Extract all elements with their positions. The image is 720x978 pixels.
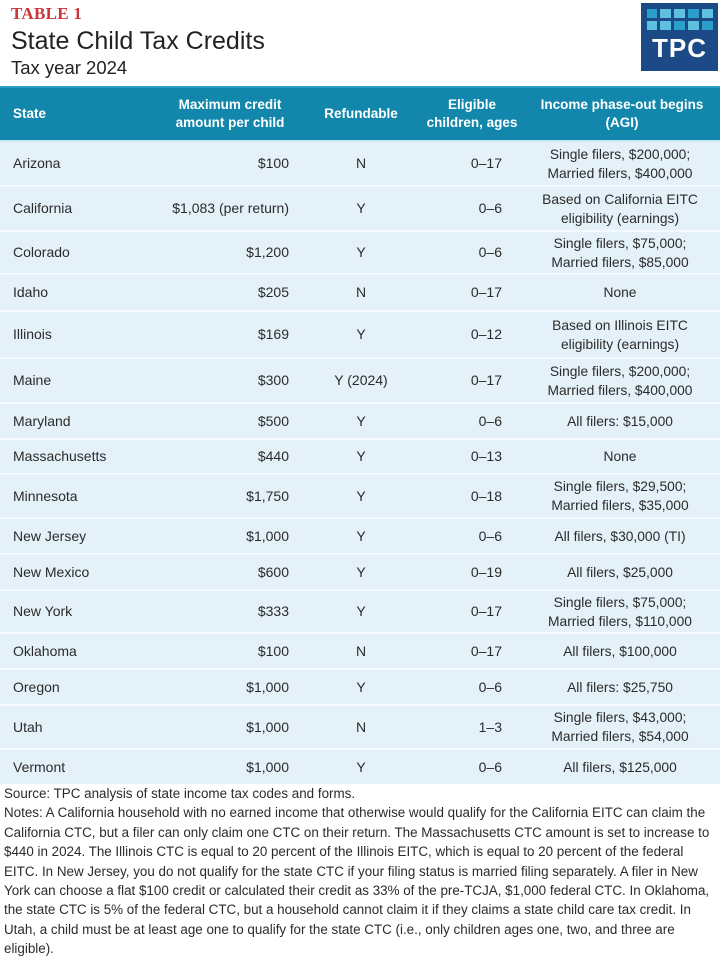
cell-phaseout — [524, 403, 720, 439]
table-row — [0, 518, 720, 554]
header-line: amount per child — [175, 115, 285, 130]
cell-state: Utah — [13, 718, 43, 735]
phaseout-line: Married filers, $35,000 — [551, 498, 689, 513]
cell-state: Oklahoma — [13, 642, 77, 659]
table-row — [0, 358, 720, 403]
cell-max-credit: $1,200 — [246, 244, 289, 260]
table-row — [0, 274, 720, 311]
cell-state: Minnesota — [13, 487, 78, 504]
cell-phaseout — [524, 358, 720, 403]
cell-max-credit: $300 — [257, 372, 289, 388]
cell-refundable: Y — [356, 448, 366, 464]
cell-state: Maryland — [13, 412, 71, 429]
column-header-phaseout — [524, 87, 720, 141]
cell-refundable: Y — [356, 758, 366, 775]
phaseout-line: Single filers, $200,000; — [549, 363, 691, 379]
cell-ages: 1–3 — [478, 718, 502, 735]
table-row — [0, 141, 720, 186]
cell-phaseout — [524, 705, 720, 749]
cell-phaseout — [524, 141, 720, 186]
table-row — [0, 705, 720, 749]
cell-ages: 0–6 — [478, 527, 502, 544]
cell-refundable: Y — [356, 200, 366, 216]
cell-refundable: Y — [356, 487, 366, 504]
cell-refundable: Y — [356, 563, 366, 580]
cell-max-credit: $100 — [257, 642, 289, 659]
cell-refundable: N — [355, 155, 367, 171]
cell-max-credit: $1,000 — [246, 678, 289, 695]
phaseout-line: All filers, $30,000 (TI) — [554, 528, 686, 544]
cell-phaseout — [524, 554, 720, 590]
cell-phaseout — [524, 274, 720, 311]
header-line: Income phase-out begins — [540, 97, 704, 112]
page-subtitle: Tax year 2024 — [11, 57, 128, 78]
column-header-refundable: Refundable — [324, 106, 398, 121]
cell-state: Maine — [13, 372, 52, 388]
cell-state: Oregon — [13, 678, 60, 695]
notes-text: Notes: A California household with no earned income that otherwise would qualify for the California EITC can claim the California CTC, but a filer can only claim one CTC on their return. The Massachusetts CTC amount is set to increase to $440 in 2024. The Illinois CTC is equal to 20 percent of the Illinois EITC, which is equal to 20 percent of the federal EITC. In New Jersey, you do not qualify for the state CTC if your filing status is married filing separately. A filer in New York can choose a flat $100 credit or calculated their credit as 33% of the pre-TCJA, $1,000 federal CTC. In Oklahoma, the state CTC is 5% of the federal CTC, but a household cannot claim it if they claims a state child care tax credit. In Utah, a child must be at least age one to qualify for the state CTC (i.e., only children ages one, two, and three are eligible). — [4, 805, 710, 957]
cell-phaseout — [524, 311, 720, 358]
cell-max-credit: $1,083 (per return) — [172, 200, 289, 216]
cell-max-credit: $205 — [257, 284, 289, 300]
phaseout-line: All filers, $25,000 — [567, 564, 673, 580]
table-row — [0, 590, 720, 633]
cell-max-credit: $1,750 — [246, 487, 289, 504]
cell-max-credit: $333 — [257, 603, 289, 619]
phaseout-line: Married filers, $110,000 — [548, 613, 692, 629]
table-row — [0, 633, 720, 669]
cell-refundable: Y — [356, 244, 366, 260]
cell-state: New Mexico — [13, 563, 90, 580]
header-line: Eligible — [447, 97, 496, 112]
phaseout-line: Single filers, $43,000; — [553, 710, 687, 725]
phaseout-line: Single filers, $75,000; — [553, 594, 687, 610]
cell-refundable: Y (2024) — [334, 372, 388, 388]
cell-max-credit: $1,000 — [246, 758, 289, 775]
cell-max-credit: $1,000 — [246, 718, 289, 735]
table-row — [0, 403, 720, 439]
table-notes — [4, 784, 718, 959]
cell-max-credit: $500 — [257, 412, 289, 429]
source-note: Source: TPC analysis of state income tax codes and forms. — [4, 786, 356, 801]
phaseout-line: None — [603, 449, 637, 464]
phaseout-line: All filers: $25,750 — [567, 679, 673, 695]
phaseout-line: None — [603, 285, 637, 300]
cell-ages: 0–17 — [470, 642, 502, 659]
cell-state: Idaho — [13, 284, 49, 300]
phaseout-line: Single filers, $75,000; — [553, 235, 687, 251]
table-row — [0, 749, 720, 784]
table-header-row — [0, 87, 720, 141]
cell-state: New Jersey — [13, 527, 87, 544]
cell-refundable: Y — [356, 678, 366, 695]
cell-phaseout — [524, 474, 720, 518]
cell-state: Arizona — [13, 155, 61, 171]
cell-refundable: N — [355, 718, 367, 735]
phaseout-line: eligibility (earnings) — [560, 336, 680, 352]
cell-ages: 0–6 — [478, 758, 502, 775]
phaseout-line: All filers: $15,000 — [567, 413, 673, 429]
cell-state: Illinois — [13, 326, 52, 342]
header-line: (AGI) — [605, 115, 639, 130]
cell-phaseout — [524, 669, 720, 705]
cell-ages: 0–12 — [470, 326, 502, 342]
table-row — [0, 439, 720, 474]
cell-ages: 0–17 — [470, 372, 502, 388]
phaseout-line: Married filers, $400,000 — [547, 165, 693, 181]
phaseout-line: All filers, $100,000 — [563, 643, 677, 659]
cell-phaseout — [524, 439, 720, 474]
cell-max-credit: $600 — [257, 563, 289, 580]
cell-ages: 0–6 — [478, 200, 502, 216]
cell-state: New York — [13, 603, 73, 619]
cell-max-credit: $100 — [257, 155, 289, 171]
cell-phaseout — [524, 633, 720, 669]
table-row — [0, 669, 720, 705]
cell-ages: 0–17 — [470, 284, 502, 300]
cell-phaseout — [524, 749, 720, 784]
title-block — [11, 4, 265, 79]
column-header-max-credit — [140, 87, 302, 141]
column-header-ages — [420, 87, 524, 141]
cell-ages: 0–6 — [478, 412, 502, 429]
logo-grid-icon — [647, 9, 713, 30]
cell-ages: 0–6 — [478, 244, 502, 260]
phaseout-line: Based on Illinois EITC — [552, 317, 688, 333]
header-line: Maximum credit — [178, 97, 282, 112]
phaseout-line: Single filers, $29,500; — [553, 479, 687, 494]
table-row — [0, 311, 720, 358]
cell-phaseout — [524, 231, 720, 274]
table-row — [0, 186, 720, 231]
table-row — [0, 231, 720, 274]
phaseout-line: Married filers, $54,000 — [551, 729, 689, 744]
header-line: children, ages — [426, 115, 518, 130]
cell-max-credit: $169 — [257, 326, 289, 342]
logo-text: TPC — [652, 33, 707, 63]
table-row — [0, 474, 720, 518]
phaseout-line: Based on California EITC — [542, 191, 698, 207]
cell-refundable: N — [355, 284, 367, 300]
page-title: State Child Tax Credits — [11, 27, 265, 55]
cell-state: Massachusetts — [13, 448, 107, 464]
cell-refundable: Y — [356, 326, 366, 342]
cell-refundable: Y — [356, 527, 366, 544]
table-row — [0, 554, 720, 590]
cell-refundable: Y — [356, 412, 366, 429]
phaseout-line: Married filers, $85,000 — [551, 254, 689, 270]
cell-phaseout — [524, 186, 720, 231]
cell-refundable: Y — [356, 603, 366, 619]
cell-phaseout — [524, 518, 720, 554]
cell-max-credit: $440 — [257, 448, 289, 464]
cell-ages: 0–18 — [470, 487, 502, 504]
cell-state: Colorado — [13, 244, 70, 260]
cell-max-credit: $1,000 — [246, 527, 289, 544]
column-header-state: State — [13, 106, 47, 121]
phaseout-line: Married filers, $400,000 — [547, 382, 693, 398]
cell-refundable: N — [355, 642, 367, 659]
cell-ages: 0–6 — [478, 678, 502, 695]
phaseout-line: All filers, $125,000 — [563, 759, 677, 775]
cell-state: Vermont — [13, 758, 66, 775]
table-label: TABLE 1 — [11, 4, 83, 23]
state-ctc-table — [0, 86, 720, 784]
cell-ages: 0–13 — [470, 448, 502, 464]
cell-state: California — [13, 200, 73, 216]
phaseout-line: Single filers, $200,000; — [549, 146, 691, 162]
phaseout-line: eligibility (earnings) — [560, 210, 680, 226]
cell-ages: 0–17 — [470, 603, 502, 619]
tpc-logo — [641, 3, 718, 71]
cell-phaseout — [524, 590, 720, 633]
cell-ages: 0–19 — [470, 563, 502, 580]
cell-ages: 0–17 — [470, 155, 502, 171]
